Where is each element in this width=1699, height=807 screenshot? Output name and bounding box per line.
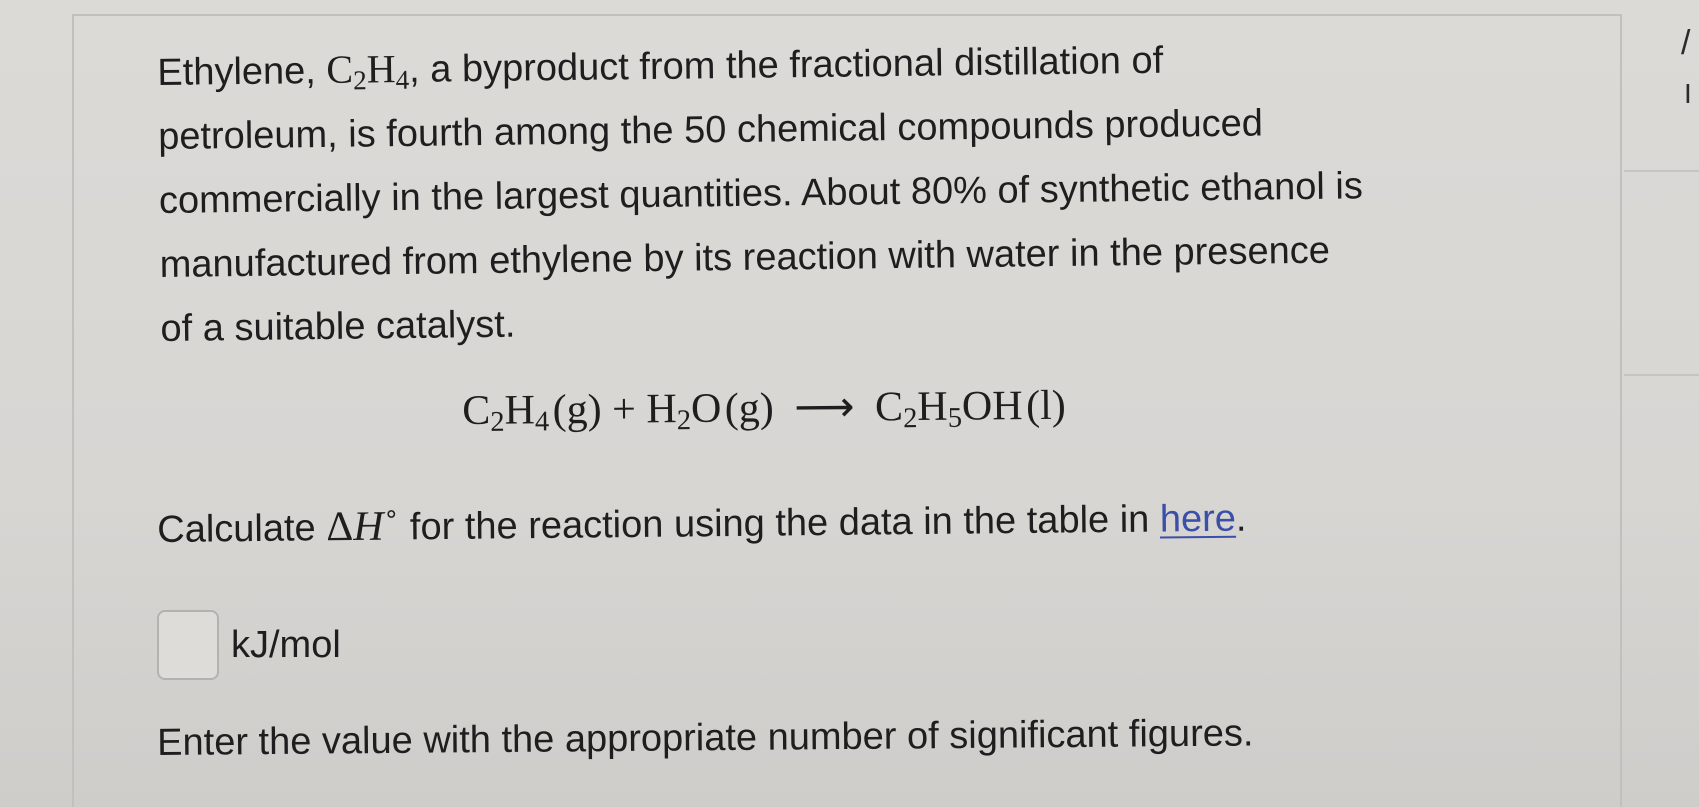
- ethylene-formula: $C_2H_4$: [326, 46, 410, 96]
- answer-unit: kJ/mol: [231, 623, 341, 666]
- problem-line-2: petroleum, is fourth among the 50 chemical compounds produced: [157, 102, 1264, 158]
- sig-figs-note: Enter the value with the appropriate number of significant figures.: [157, 712, 1254, 764]
- answer-input[interactable]: [157, 610, 219, 680]
- delta-h-symbol: ΔH∘: [325, 500, 400, 551]
- reaction-arrow-icon: ⟶: [794, 384, 855, 432]
- problem-line-4: manufactured from ethylene by its reaction with water in the presence: [159, 229, 1331, 286]
- side-panel-middle-box[interactable]: [1624, 172, 1699, 376]
- problem-line-1-pre: Ethylene,: [157, 49, 327, 94]
- problem-line-3: commercially in the largest quantities. About 80% of synthetic ethanol is: [158, 165, 1364, 222]
- problem-text: [157, 23, 1561, 361]
- chemical-equation: [462, 380, 1066, 438]
- product-ethanol: $C_2H_5OH$ (l): [874, 382, 1066, 435]
- plus-sign: +: [611, 386, 637, 433]
- side-panel: [1624, 0, 1699, 807]
- reactant-ethylene: $C_2H_4$ (g): [462, 386, 602, 438]
- data-table-link[interactable]: here: [1159, 497, 1237, 541]
- problem-line-5: of a suitable catalyst.: [160, 303, 516, 350]
- problem-line-1-post: , a byproduct from the fractional distillation of: [408, 39, 1164, 91]
- question-mid: for the reaction using the data in the table in: [399, 498, 1161, 549]
- question-post: .: [1235, 497, 1247, 540]
- side-panel-glyph-2: I: [1684, 78, 1692, 109]
- reactant-water: $H_2O$ (g): [646, 385, 774, 437]
- side-panel-glyph: /: [1681, 24, 1691, 62]
- answer-row: [157, 610, 341, 680]
- side-panel-top-box[interactable]: [1624, 0, 1699, 172]
- question-pre: Calculate: [157, 507, 327, 551]
